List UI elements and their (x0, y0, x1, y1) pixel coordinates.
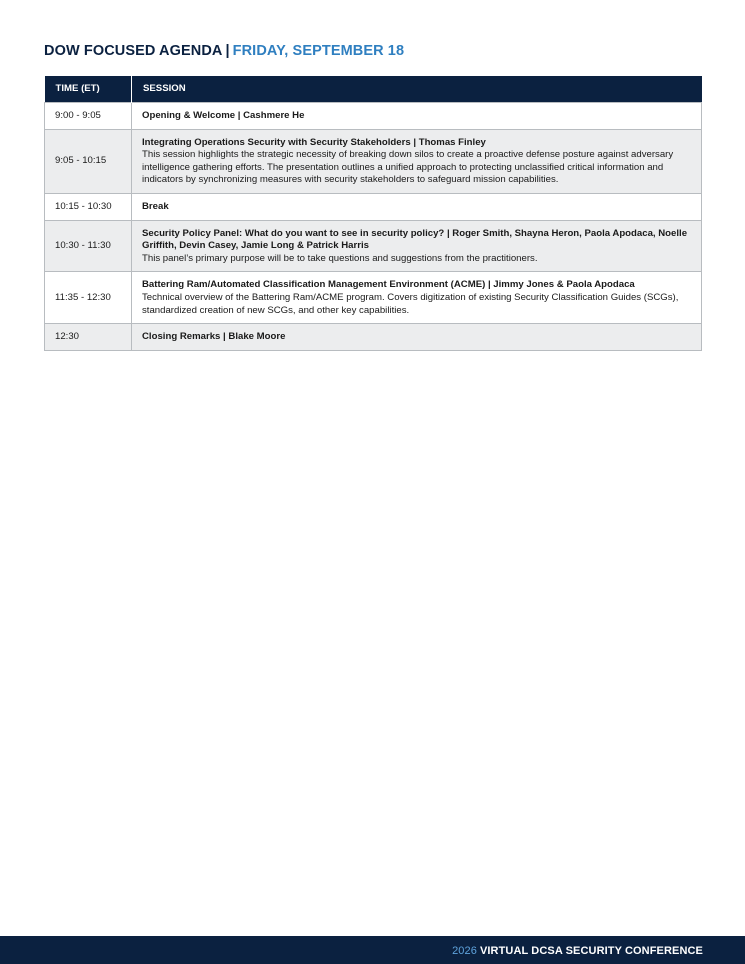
session-title: Security Policy Panel: What do you want to see in security policy? | Roger Smith, Shayna Heron, Paola Apodaca, Noelle Griffith, Devin Casey, Jamie Long & Patrick Harris (142, 227, 688, 252)
page-title-separator: | (225, 43, 230, 59)
agenda-row-policy-panel (45, 220, 702, 272)
page-title (44, 43, 404, 59)
agenda-row-opsec (45, 129, 702, 193)
footer-year: 2026 (452, 945, 477, 957)
agenda-row-closing (45, 324, 702, 351)
session-title: Integrating Operations Security with Security Stakeholders | Thomas Finley (142, 136, 486, 148)
row-time: 11:35 - 12:30 (45, 272, 132, 324)
footer-name: VIRTUAL DCSA SECURITY CONFERENCE (479, 945, 703, 957)
row-session (132, 193, 702, 220)
row-session (132, 272, 702, 324)
row-session (132, 103, 702, 130)
session-title: Break (142, 200, 169, 212)
agenda-header-row (45, 76, 702, 103)
agenda-row-break (45, 193, 702, 220)
session-description: This session highlights the strategic necessity of breaking down silos to create a proactive defense posture against adversary intelligence gathering efforts. The presentation outlines a unified approach to protecting unclassified critical information and indicators by synchronizing measures with security stakeholders to safeguard mission capabilities. (142, 149, 674, 186)
session-column-header: SESSION (132, 76, 702, 103)
row-time: 10:15 - 10:30 (45, 193, 132, 220)
agenda-row-acme (45, 272, 702, 324)
agenda-row-opening (45, 103, 702, 130)
session-description: This panel’s primary purpose will be to take questions and suggestions from the practitioners. (142, 252, 538, 264)
footer-bar (0, 936, 745, 964)
row-time: 10:30 - 11:30 (45, 220, 132, 272)
session-title: Battering Ram/Automated Classification Management Environment (ACME) | Jimmy Jones & Paola Apodaca (142, 279, 635, 291)
page-title-date: FRIDAY, SEPTEMBER 18 (232, 43, 405, 59)
session-title: Opening & Welcome | Cashmere He (142, 110, 305, 121)
row-session (132, 220, 702, 272)
agenda-table (44, 76, 702, 351)
page-title-text: DOW FOCUSED AGENDA (44, 43, 223, 59)
row-time: 9:05 - 10:15 (45, 129, 132, 193)
footer-conference-name (452, 945, 703, 957)
row-time: 12:30 (45, 324, 132, 351)
session-title: Closing Remarks | Blake Moore (142, 331, 286, 343)
row-session (132, 129, 702, 193)
session-description: Technical overview of the Battering Ram/ACME program. Covers digitization of existing Security Classification Guides (SCGs), standardized creation of new SCGs, and other key capabilities. (142, 291, 679, 316)
row-time: 9:00 - 9:05 (45, 103, 132, 130)
time-column-header: TIME (ET) (45, 76, 132, 103)
row-session (132, 324, 702, 351)
